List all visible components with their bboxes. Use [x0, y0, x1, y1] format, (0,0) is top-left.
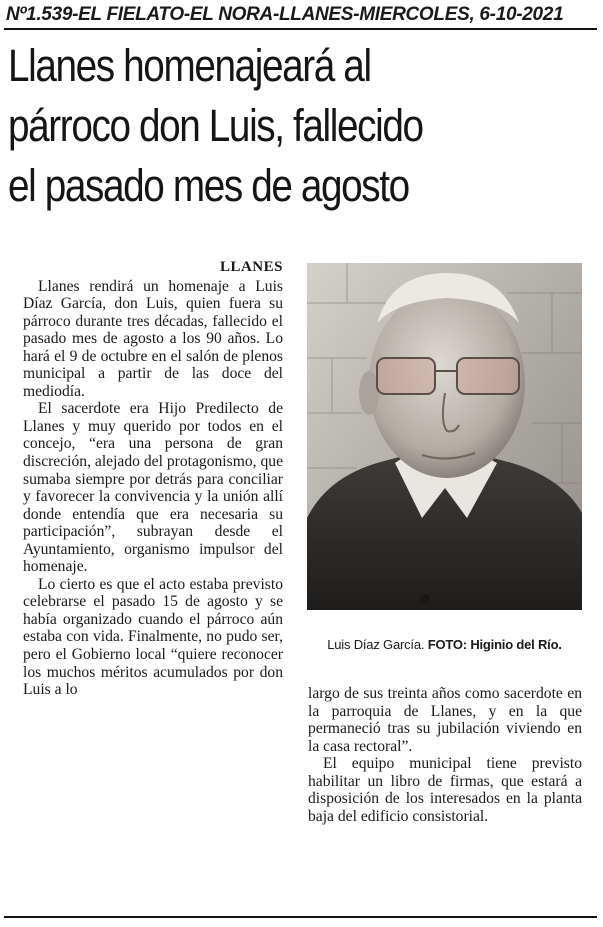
- portrait-photo: [307, 263, 582, 610]
- headline-line-1: Llanes homenajeará al: [8, 40, 371, 91]
- issue-header: Nº1.539-EL FIELATO-EL NORA-LLANES-MIERCOLES, 6-10-2021: [6, 4, 564, 25]
- caption-name: Luis Díaz García.: [327, 637, 425, 652]
- caption-credit: FOTO: Higinio del Río.: [427, 637, 562, 652]
- photo-caption: [307, 637, 582, 652]
- article-paragraph: Lo cierto es que el acto estaba previsto celebrarse el pasado 15 de agosto y se había organizado cuando el párroco aún estaba con vida. Finalmente, no pudo ser, pero el Gobierno local “quiere reconocer los muchos méritos acumulados por don Luis a lo: [23, 575, 283, 699]
- article-paragraph: El equipo municipal tiene previsto habilitar un libro de firmas, que estará a disposición de los interesados en la planta baja del edificio consistorial.: [308, 755, 582, 825]
- article-column-right: [308, 685, 582, 825]
- byline: LLANES: [219, 259, 283, 275]
- headline-line-2: párroco don Luis, fallecido: [8, 100, 423, 151]
- article-paragraph: Llanes rendirá un homenaje a Luis Díaz García, don Luis, quien fuera su párroco durante tres décadas, fallecido el pasado mes de agosto a los 90 años. Lo hará el 9 de octubre en el salón de plenos municipal a partir de las doce del mediodía.: [23, 277, 283, 400]
- headline: [8, 36, 517, 216]
- footer-divider: [4, 916, 597, 918]
- article-paragraph: El sacerdote era Hijo Predilecto de Llanes y muy querido por todos en el concejo, “era una persona de gran discreción, alejado del protagonismo, que sumaba siempre por detrás para conciliar y favorecer la convivencia y la unión allí donde entendía que era necesaria su participación”, subrayan desde el Ayuntamiento, organismo impulsor del homenaje.: [23, 400, 283, 576]
- article-paragraph: largo de sus treinta años como sacerdote en la parroquia de Llanes, y en la que permaneció tras su jubilación viviendo en la casa rectoral”.: [308, 685, 582, 755]
- article-column-left: [23, 259, 283, 699]
- header-divider: [4, 28, 597, 30]
- headline-line-3: el pasado mes de agosto: [8, 160, 409, 211]
